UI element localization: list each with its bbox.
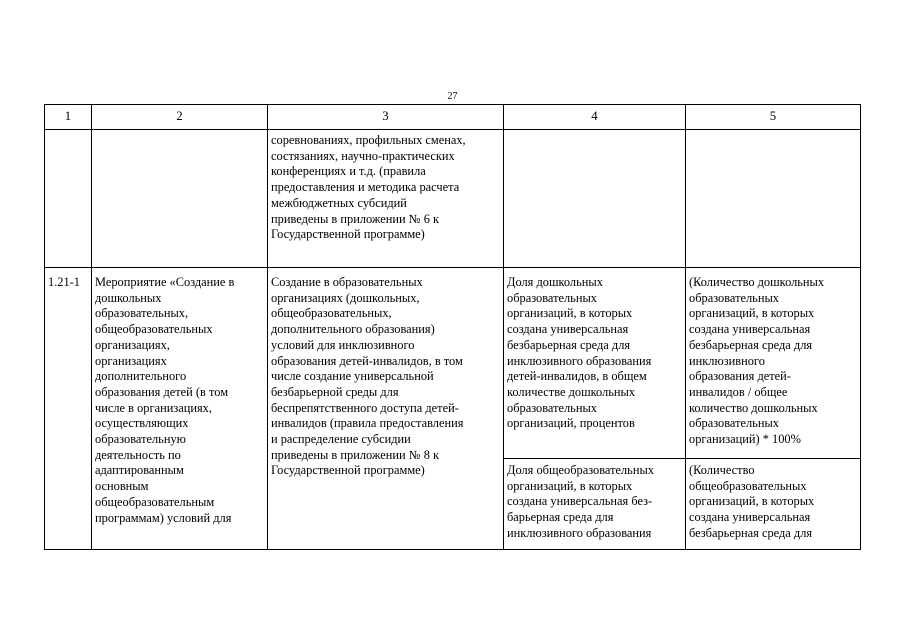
header-cell-1: 1 [45, 105, 92, 130]
indicator-1-cell [504, 268, 686, 459]
indicator-2-cell [504, 459, 686, 550]
event-text: Мероприятие «Создание в дошкольных образовательных, общеобразовательных организациях, организациях дополнительного образования детей (в том числе в организациях, осуществляющих образовательную деятельность по адаптированным основным общеобразовательным программам) условий для [95, 275, 235, 525]
indicator-1-formula: (Количество дошкольных образовательных организаций, в которых создана универсальная безбарьерная среда для инклюзивного образования детей- инвалидов / общее количество дошкольных образовательных организаций) * 100% [689, 275, 825, 447]
table-row-1-21-1 [45, 268, 861, 459]
header-cell-2: 2 [92, 105, 268, 130]
table-header-row [45, 105, 861, 130]
continuation-row [45, 130, 861, 268]
continuation-cell-3 [268, 130, 504, 268]
indicator-2-formula: (Количество общеобразовательных организаций, в которых создана универсальная безбарьерная среда для [689, 463, 815, 540]
continuation-cell-4 [504, 130, 686, 268]
header-cell-4: 4 [504, 105, 686, 130]
formula-1-cell [686, 268, 861, 459]
formula-2-cell [686, 459, 861, 550]
continuation-cell-2 [92, 130, 268, 268]
continuation-text: соревнованиях, профильных сменах, состязаниях, научно-практических конференциях и т.д. (правила предоставления и методика расчета межбюджетных субсидий приведены в приложении № 6 к Государственной программе) [271, 133, 466, 242]
row-number-cell [45, 268, 92, 550]
row-number: 1.21-1 [48, 275, 81, 289]
indicator-2-name: Доля общеобразовательных организаций, в которых создана универсальная без- барьерная среда для инклюзивного образования [507, 463, 654, 540]
page-number: 27 [447, 91, 458, 102]
indicator-1-name: Доля дошкольных образовательных организаций, в которых создана универсальная безбарьерная среда для инклюзивного образования детей-инвалидов, в общем количестве дошкольных образовательных организаций, процентов [507, 275, 652, 431]
continuation-cell-5 [686, 130, 861, 268]
continuation-cell-1 [45, 130, 92, 268]
event-cell [92, 268, 268, 550]
description-cell [268, 268, 504, 550]
header-cell-3: 3 [268, 105, 504, 130]
program-table [44, 104, 861, 550]
header-cell-5: 5 [686, 105, 861, 130]
description-text: Создание в образовательных организациях (дошкольных, общеобразовательных, дополнительного образования) условий для инклюзивного образования детей-инвалидов, в том числе создание универсальной безбарьерной среды для беспрепятственного доступа детей- инвалидов (правила предоставления и распределение субсидии приведены в приложении № 8 к Государственной программе) [271, 275, 464, 478]
